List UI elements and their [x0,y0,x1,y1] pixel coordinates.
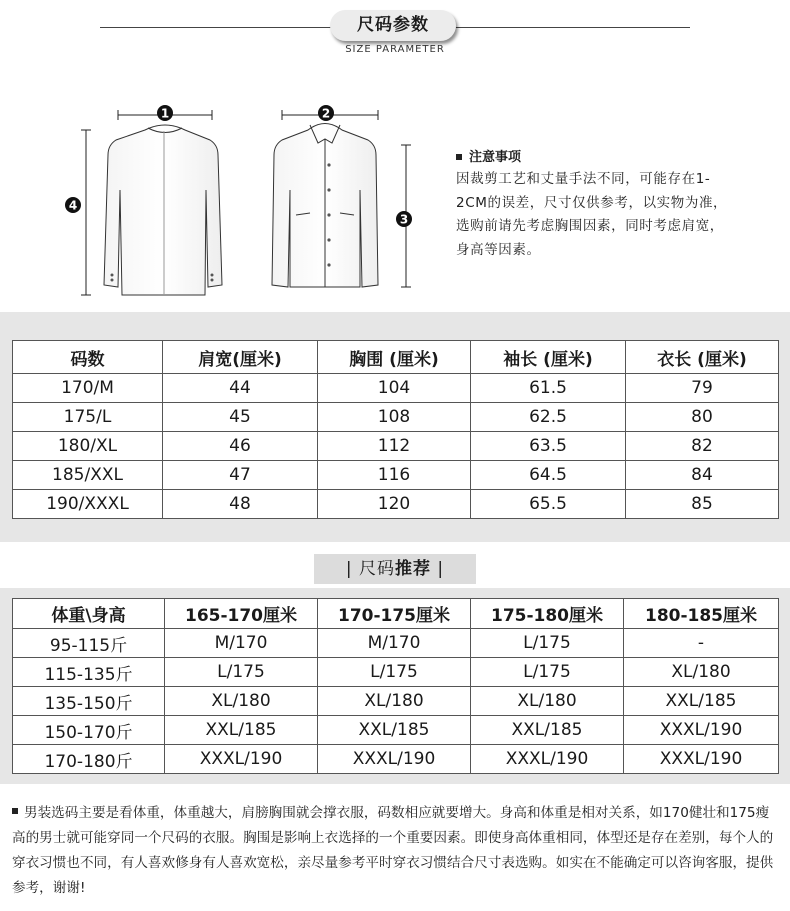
recommend-title-prefix: | 尺码 [345,559,395,579]
recommend-title-suffix: | [437,559,445,579]
table-cell: XXXL/190 [471,745,624,774]
table-cell: 82 [626,432,779,461]
column-header: 165-170厘米 [165,599,318,629]
table-cell: XL/180 [624,658,779,687]
column-header: 175-180厘米 [471,599,624,629]
table-cell: 104 [318,374,471,403]
footer-text: 男装选码主要是看体重，体重越大，肩膀胸围就会撑衣服，码数相应就要增大。身高和体重是相对关系，如170健壮和175瘦高的男士就可能穿同一个尺码的衣服。胸围是影响上衣选择的一个重要因素。即使身高体重相同，体型还是存在差别，每个人的穿衣习惯也不同，有人喜欢修身有人喜欢宽松，亲尽量参考平时穿衣习惯结合尺寸表选购。如实在不能确定可以咨询客服，提供参考，谢谢! [12,805,774,896]
table-cell: 64.5 [471,461,626,490]
table-cell: 61.5 [471,374,626,403]
marker-1-label: 1 [160,106,170,121]
table-row [13,432,779,461]
table-cell: 175/L [13,403,163,432]
table-cell: XXL/185 [471,716,624,745]
table-cell: 46 [163,432,318,461]
jacket-measurement-diagram [60,95,430,310]
table-cell: 85 [626,490,779,519]
table-row [13,658,779,687]
marker-2-label: 2 [321,106,331,121]
column-header: 袖长 (厘米) [471,341,626,374]
column-header: 码数 [13,341,163,374]
table-cell: - [624,629,779,658]
table-cell: XL/180 [471,687,624,716]
table-cell: 116 [318,461,471,490]
recommend-title-bold: 推荐 [395,559,431,579]
table-cell: 62.5 [471,403,626,432]
notes-title: 注意事项 [456,146,521,165]
size-table [12,340,779,519]
table-cell: 79 [626,374,779,403]
table-cell: 95-115斤 [13,629,165,658]
marker-4 [65,197,81,213]
table-row [13,745,779,774]
table-row [13,687,779,716]
column-header: 体重\身高 [13,599,165,629]
table-cell: 112 [318,432,471,461]
table-cell: 170-180斤 [13,745,165,774]
table-cell: XXL/185 [165,716,318,745]
recommend-title [314,554,476,584]
table-cell: 48 [163,490,318,519]
size-table-body [13,341,779,519]
column-header: 180-185厘米 [624,599,779,629]
table-cell: M/170 [165,629,318,658]
table-row [13,629,779,658]
table-cell: L/175 [471,629,624,658]
table-cell: 135-150斤 [13,687,165,716]
table-row [13,490,779,519]
marker-3-label: 3 [399,212,409,227]
recommend-table-body [13,599,779,774]
table-cell: 47 [163,461,318,490]
table-cell: 45 [163,403,318,432]
table-cell: XXL/185 [624,687,779,716]
table-cell: 180/XL [13,432,163,461]
table-cell: L/175 [165,658,318,687]
column-header: 衣长 (厘米) [626,341,779,374]
table-cell: 170/M [13,374,163,403]
table-header-row [13,341,779,374]
footer-note [12,801,782,901]
marker-1 [157,105,173,121]
notes-body: 因裁剪工艺和丈量手法不同，可能存在1-2CM的误差，尺寸仅供参考，以实物为准，选购前请先考虑胸围因素，同时考虑肩宽，身高等因素。 [456,171,728,258]
table-cell: 80 [626,403,779,432]
column-header: 170-175厘米 [318,599,471,629]
column-header: 胸围 (厘米) [318,341,471,374]
table-cell: XXXL/190 [624,716,779,745]
table-cell: M/170 [318,629,471,658]
table-cell: XL/180 [318,687,471,716]
header-rule-left [100,27,332,28]
table-cell: 108 [318,403,471,432]
marker-4-label: 4 [68,198,78,213]
jacket-front-view [272,124,378,288]
bullet-icon [12,808,18,814]
recommend-table [12,598,779,774]
table-cell: 63.5 [471,432,626,461]
table-row [13,461,779,490]
table-cell: L/175 [471,658,624,687]
table-row [13,374,779,403]
table-cell: XXL/185 [318,716,471,745]
table-cell: 44 [163,374,318,403]
section-title: 尺码参数 [330,10,456,41]
jacket-back-view [104,125,222,295]
table-cell: 65.5 [471,490,626,519]
table-cell: 120 [318,490,471,519]
table-cell: 190/XXXL [13,490,163,519]
header-rule-right [456,27,690,28]
table-header-row [13,599,779,629]
table-cell: 185/XXL [13,461,163,490]
section-subtitle: SIZE PARAMETER [345,44,445,55]
table-cell: 84 [626,461,779,490]
table-row [13,403,779,432]
table-cell: 150-170斤 [13,716,165,745]
marker-2 [318,105,334,121]
marker-3 [396,211,412,227]
table-cell: XXXL/190 [624,745,779,774]
table-row [13,716,779,745]
table-cell: XXXL/190 [318,745,471,774]
table-cell: XXXL/190 [165,745,318,774]
table-cell: 115-135斤 [13,658,165,687]
column-header: 肩宽(厘米) [163,341,318,374]
table-cell: XL/180 [165,687,318,716]
table-cell: L/175 [318,658,471,687]
